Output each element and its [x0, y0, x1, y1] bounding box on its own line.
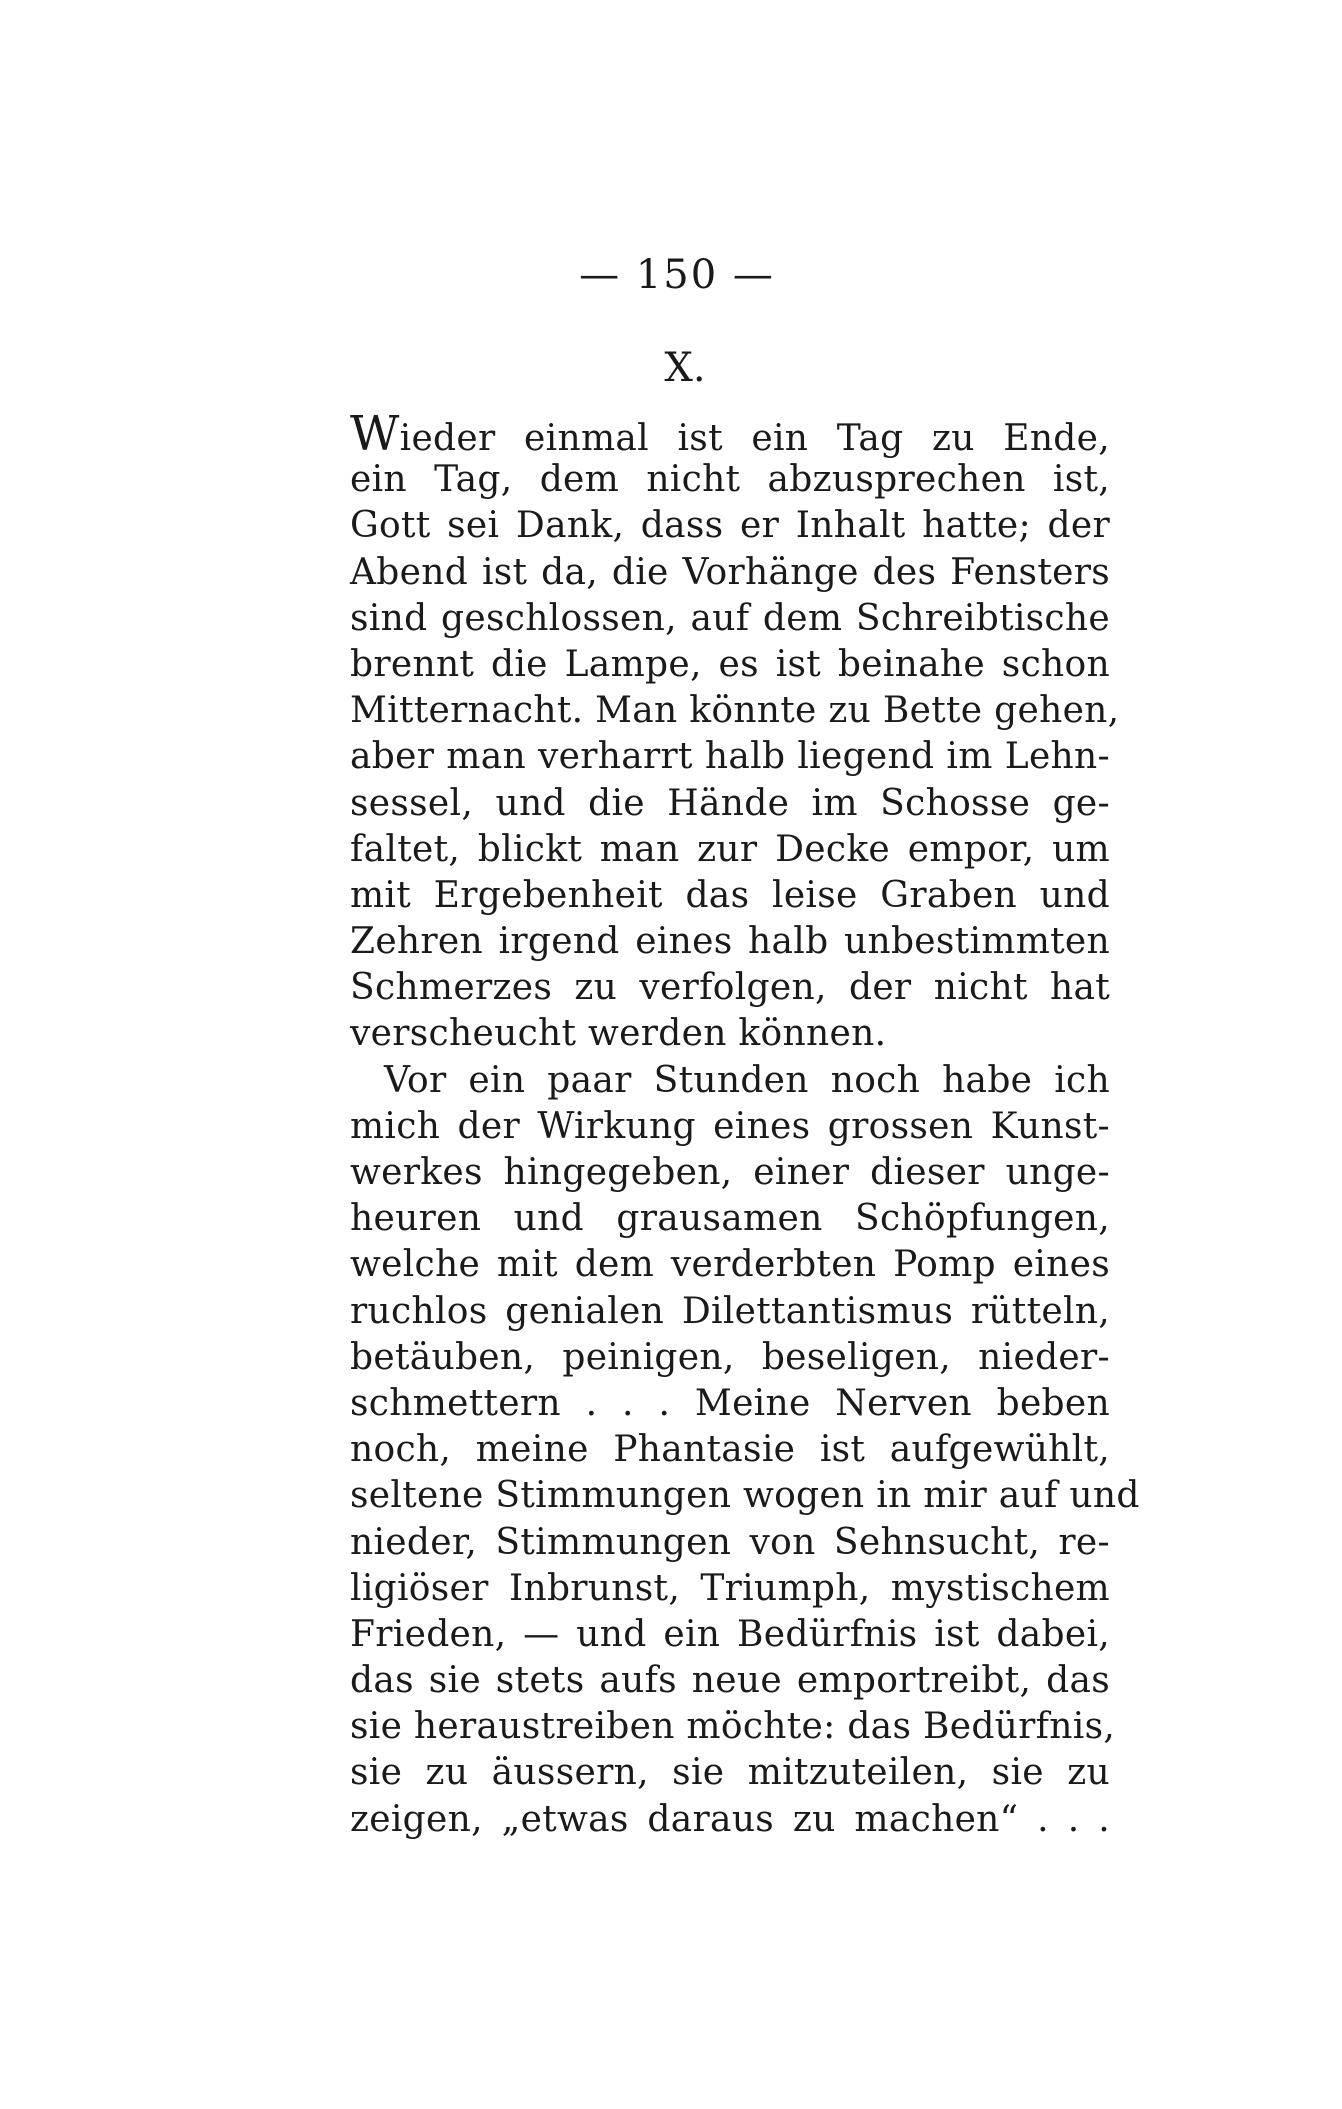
text-line: ein Tag, dem nicht abzusprechen ist,: [350, 459, 1110, 501]
text-line: heuren und grausamen Schöpfungen,: [350, 1198, 1110, 1240]
first-line-text: ieder einmal ist ein Tag zu Ende,: [399, 418, 1110, 459]
text-line: betäuben, peinigen, beseligen, nieder-: [350, 1336, 1110, 1378]
text-line: mich der Wirkung eines grossen Kunst-: [350, 1105, 1110, 1147]
text-line: sind geschlossen, auf dem Schreibtische: [350, 597, 1110, 639]
text-line: Gott sei Dank, dass er Inhalt hatte; der: [350, 505, 1110, 547]
chapter-heading: X.: [664, 345, 706, 391]
text-line: sie heraustreiben möchte: das Bedürfnis,: [350, 1706, 1116, 1748]
text-line: sessel, und die Hände im Schosse ge-: [350, 782, 1110, 824]
body-text: [350, 406, 1140, 1843]
text-line: aber man verharrt halb liegend im Lehn-: [350, 736, 1110, 778]
text-line: Vor ein paar Stunden noch habe ich: [384, 1059, 1110, 1101]
text-line: [350, 406, 1110, 462]
text-line: Frieden, — und ein Bedürfnis ist dabei,: [350, 1613, 1110, 1655]
text-line: das sie stets aufs neue emportreibt, das: [350, 1660, 1110, 1702]
drop-cap: W: [350, 406, 400, 462]
text-line: Schmerzes zu verfolgen, der nicht hat: [350, 967, 1110, 1009]
text-line: noch, meine Phantasie ist aufgewühlt,: [350, 1429, 1110, 1471]
text-line: sie zu äussern, sie mitzuteilen, sie zu: [350, 1752, 1110, 1794]
text-line: werkes hingegeben, einer dieser unge-: [350, 1152, 1110, 1193]
text-line: Abend ist da, die Vorhänge des Fensters: [350, 551, 1110, 593]
text-line: ligiöser Inbrunst, Triumph, mystischem: [350, 1567, 1110, 1609]
text-line: faltet, blickt man zur Decke empor, um: [350, 828, 1110, 870]
text-line: welche mit dem verderbten Pomp eines: [350, 1244, 1110, 1286]
text-line: Zehren irgend eines halb unbestimmten: [350, 921, 1110, 963]
text-line: nieder, Stimmungen von Sehnsucht, re-: [350, 1521, 1110, 1563]
text-line: Mitternacht. Man könnte zu Bette gehen,: [350, 690, 1120, 732]
text-line: zeigen, „etwas daraus zu machen“ . . .: [350, 1798, 1110, 1840]
text-line: verscheucht werden können.: [350, 1013, 887, 1055]
page-number: — 150 —: [579, 252, 775, 298]
text-line: mit Ergebenheit das leise Graben und: [350, 874, 1110, 916]
text-line: seltene Stimmungen wogen in mir auf und: [350, 1475, 1140, 1517]
text-line: schmettern . . . Meine Nerven beben: [350, 1382, 1110, 1424]
text-line: ruchlos genialen Dilettantismus rütteln,: [350, 1290, 1110, 1332]
text-line: brennt die Lampe, es ist beinahe schon: [350, 643, 1110, 685]
